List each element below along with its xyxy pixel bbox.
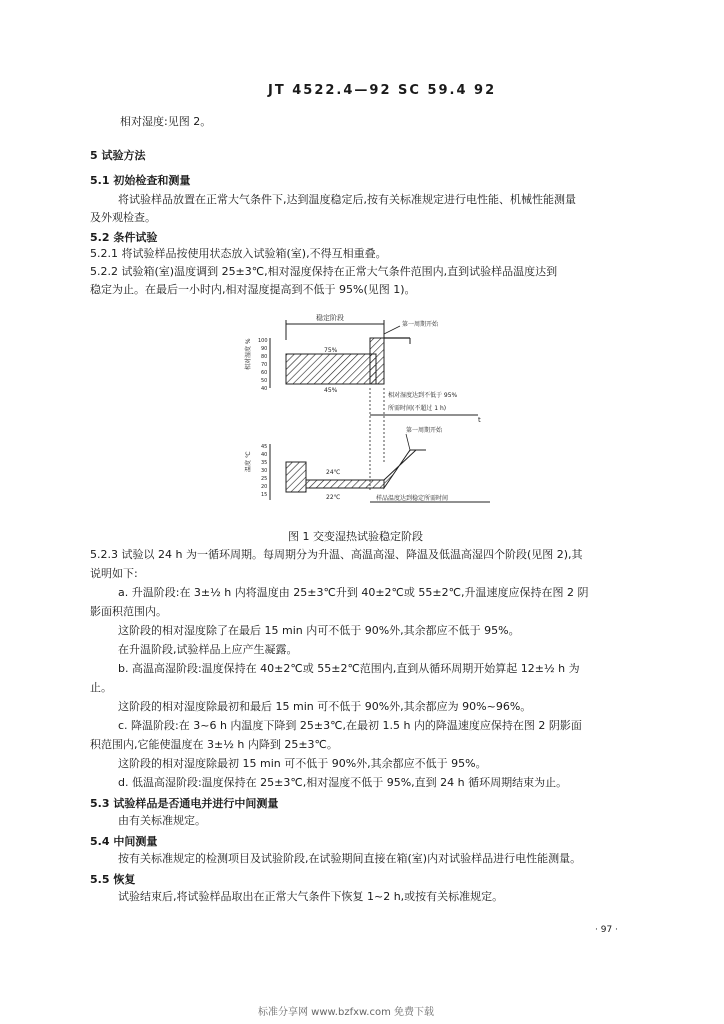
list-item: b. 高温高湿阶段:温度保持在 40±2℃或 55±2℃范围内,直到从循环周期开始算起 12±½ h 为: [118, 662, 580, 675]
first-cycle-start-label: 第一周期开始: [402, 321, 439, 328]
paragraph: 这阶段的相对湿度除了在最后 15 min 内可不低于 90%外,其余都应不低于 95%。: [118, 624, 520, 637]
rh-tick: 40: [261, 386, 268, 392]
section-heading: 5.3 试验样品是否通电并进行中间测量: [90, 797, 279, 810]
time-axis-symbol: t: [478, 416, 481, 424]
page-number: · 97 ·: [595, 925, 618, 935]
temp-22-label: 22℃: [326, 494, 341, 501]
figure-1: [230, 312, 510, 527]
paragraph: 由有关标准规定。: [118, 814, 206, 827]
temp-tick: 20: [261, 484, 268, 490]
paragraph: 说明如下:: [90, 567, 138, 580]
rh-tick: 70: [261, 362, 268, 368]
paragraph: 按有关标准规定的检测项目及试验阶段,在试验期间直接在箱(室)内对试验样品进行电性能测量。: [118, 852, 582, 865]
rh-tick: 50: [261, 378, 268, 384]
rh-high-label: 75%: [324, 347, 338, 354]
document-header: JT 4522.4—92 SC 59.4 92: [268, 83, 497, 98]
temp-axis-label: 温度 ℃: [245, 451, 252, 472]
list-item: a. 升温阶段:在 3±½ h 内将温度由 25±3℃升到 40±2℃或 55±2℃,升温速度应保持在图 2 阴: [118, 586, 589, 599]
temp-tick: 35: [261, 460, 268, 466]
temp-stable-hatched: [306, 480, 384, 488]
paragraph: 在升温阶段,试验样品上应产生凝露。: [118, 643, 298, 656]
paragraph: 及外观检查。: [90, 211, 156, 224]
rh-band-hatched: [286, 354, 376, 384]
paragraph: 止。: [90, 681, 112, 694]
section-heading: 5.5 恢复: [90, 873, 136, 886]
rh-rise-hatched: [370, 338, 384, 384]
paragraph: 稳定为止。在最后一小时内,相对湿度提高到不低于 95%(见图 1)。: [90, 283, 416, 296]
temp-tick: 30: [261, 468, 268, 474]
paragraph: 相对湿度:见图 2。: [120, 115, 212, 128]
watermark: 标准分享网 www.bzfxw.com 免费下载: [258, 1007, 434, 1018]
paragraph: 这阶段的相对湿度除最初 15 min 可不低于 90%外,其余都应不低于 95%。: [118, 757, 487, 770]
paragraph: 5.2.2 试验箱(室)温度调到 25±3℃,相对湿度保持在正常大气条件范围内,直到试验样品温度达到: [90, 265, 558, 278]
note-time: 所需时间(不超过 1 h): [388, 405, 447, 412]
temp-tick: 40: [261, 452, 268, 458]
note-temp-stable: 样品温度达到稳定所需时间: [376, 495, 449, 502]
rh-tick: 100: [258, 338, 268, 344]
second-cycle-start-label: 第一周期开始: [406, 427, 443, 434]
rh-low-label: 45%: [324, 387, 338, 394]
section-heading: 5.4 中间测量: [90, 835, 158, 848]
rh-axis-label: 相对湿度 %: [245, 338, 252, 370]
stable-stage-label: 稳定阶段: [316, 314, 344, 322]
rh-tick: 80: [261, 354, 268, 360]
temp-rise-hatched: [384, 450, 416, 488]
paragraph: 5.2.1 将试验样品按使用状态放入试验箱(室),不得互相重叠。: [90, 247, 387, 260]
paragraph: 试验结束后,将试验样品取出在正常大气条件下恢复 1~2 h,或按有关标准规定。: [118, 890, 504, 903]
paragraph: 积范围内,它能使温度在 3±½ h 内降到 25±3℃。: [90, 738, 338, 751]
paragraph: 影面积范围内。: [90, 605, 167, 618]
rh-tick: 60: [261, 370, 268, 376]
figure-caption: 图 1 交变湿热试验稳定阶段: [288, 530, 423, 543]
section-heading: 5.2 条件试验: [90, 231, 158, 244]
list-item: c. 降温阶段:在 3~6 h 内温度下降到 25±3℃,在最初 1.5 h 内的降温速度应保持在图 2 阴影面: [118, 719, 582, 732]
temp-tick: 15: [261, 492, 268, 498]
paragraph: 将试验样品放置在正常大气条件下,达到温度稳定后,按有关标准规定进行电性能、机械性能测量: [118, 193, 576, 206]
temp-24-label: 24℃: [326, 469, 341, 476]
section-heading: 5.1 初始检查和测量: [90, 174, 191, 187]
paragraph: 这阶段的相对湿度除最初和最后 15 min 可不低于 90%外,其余都应为 90%~96%。: [118, 700, 532, 713]
note-rh: 相对湿度达到不低于 95%: [388, 392, 458, 399]
rh-tick: 90: [261, 346, 268, 352]
temp-start-hatched: [286, 462, 306, 492]
leader-line: [406, 434, 410, 450]
list-item: d. 低温高湿阶段:温度保持在 25±3℃,相对湿度不低于 95%,直到 24 h 循环周期结束为止。: [118, 776, 568, 789]
temp-tick: 25: [261, 476, 268, 482]
leader-line: [384, 326, 400, 334]
paragraph: 5.2.3 试验以 24 h 为一循环周期。每周期分为升温、高温高湿、降温及低温高湿四个阶段(见图 2),其: [90, 548, 583, 561]
temp-tick: 45: [261, 444, 268, 450]
section-heading: 5 试验方法: [90, 149, 146, 162]
